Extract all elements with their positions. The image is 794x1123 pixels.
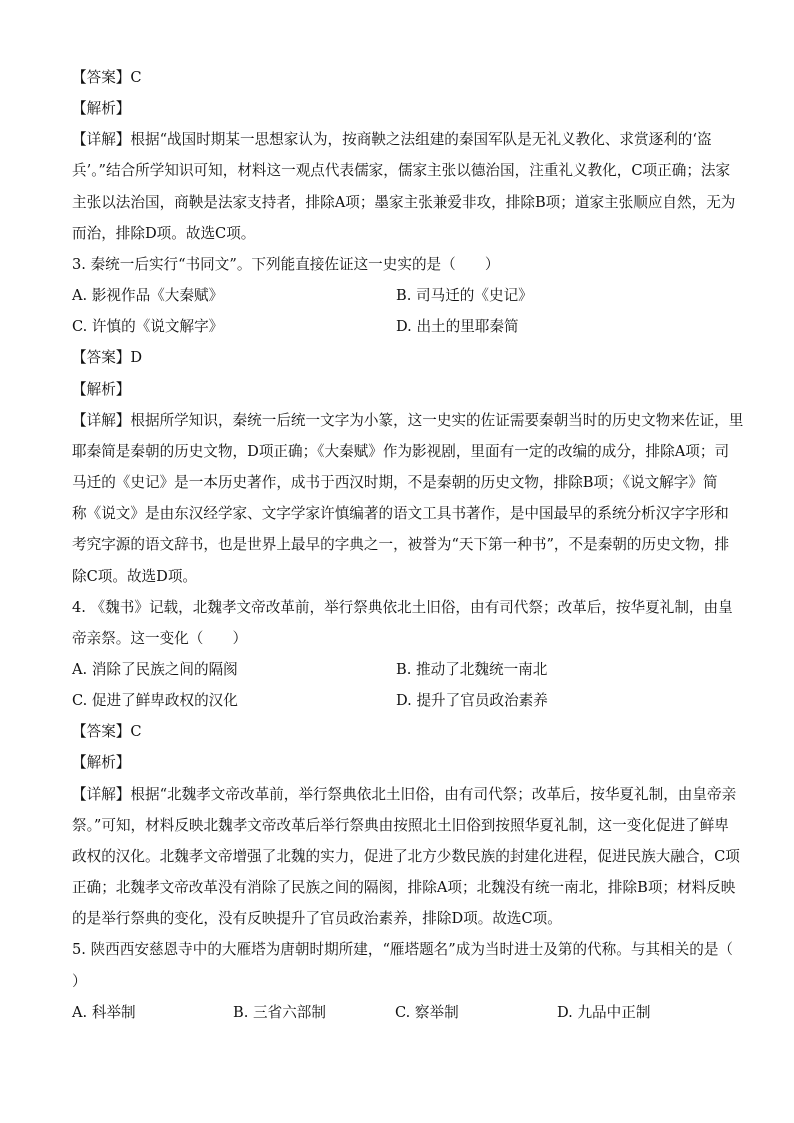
option-a: A. 消除了民族之间的隔阂: [72, 660, 238, 678]
detail-text: 【详解】根据“北魏孝文帝改革前，举行祭典依北土旧俗，由有司代祭；改革后，按华夏礼制，由皇帝亲: [72, 785, 737, 803]
answer-label: 【答案】C: [72, 723, 142, 741]
options-row: [72, 280, 722, 311]
detail-text: 祭。”可知，材料反映北魏孝文帝改革后举行祭典由按照北土旧俗到按照华夏礼制，这一变化促进了鲜卑: [72, 816, 729, 834]
answer-label: 【答案】C: [72, 69, 142, 86]
detail-text: 的是举行祭典的变化，没有反映提升了官员政治素养，排除D项。故选C项。: [72, 910, 562, 928]
detail-text: 正确；北魏孝文帝改革没有消除了民族之间的隔阂，排除A项；北魏没有统一南北，排除B项；材料反映: [72, 879, 736, 897]
analysis-label: 【解析】: [72, 380, 131, 398]
detail-text: 除C项。故选D项。: [72, 567, 198, 585]
question-stem: 5. 陕西西安慈恩寺中的大雁塔为唐朝时期所建，“雁塔题名”成为当时进士及第的代称。与其相关的是（: [72, 941, 734, 959]
option-a: A. 影视作品《大秦赋》: [72, 287, 224, 305]
detail-text: 【详解】根据所学知识，秦统一后统一文字为小篆，这一史实的佐证需要秦朝当时的历史文物来佐证，里: [72, 411, 744, 429]
question-stem: 3. 秦统一后实行“书同文”。下列能直接佐证这一史实的是（ ）: [72, 255, 500, 273]
analysis-label: 【解析】: [72, 100, 131, 118]
detail-text: 主张以法治国，商鞅是法家支持者，排除A项；墨家主张兼爱非攻，排除B项；道家主张顺应自然，无为: [72, 193, 736, 211]
detail-text: 考究字源的语文辞书，也是世界上最早的字典之一，被誉为“天下第一种书”，不是秦朝的历史文物，排: [72, 536, 730, 554]
option-b: B. 三省六部制: [233, 1003, 326, 1021]
question-stem: ）: [72, 972, 87, 990]
answer-label: 【答案】D: [72, 349, 143, 367]
detail-text: 【详解】根据“战国时期某一思想家认为，按商鞅之法组建的秦国军队是无礼义教化、求赏逐利的‘盗: [72, 131, 712, 149]
question-stem: 4. 《魏书》记载，北魏孝文帝改革前，举行祭典依北土旧俗，由有司代祭；改革后，按华夏礼制，由皇: [72, 598, 733, 616]
detail-text: 马迁的《史记》是一本历史著作，成书于西汉时期，不是秦朝的历史文物，排除B项；《说文解字》简: [72, 474, 718, 492]
detail-text: 耶秦简是秦朝的历史文物，D项正确；《大秦赋》作为影视剧，里面有一定的改编的成分，排除A项；司: [72, 442, 730, 460]
options-row: [72, 997, 722, 1028]
options-row: [72, 311, 722, 342]
analysis-label: 【解析】: [72, 754, 131, 772]
detail-text: 政权的汉化。北魏孝文帝增强了北魏的实力，促进了北方少数民族的封建化进程，促进民族大融合，C项: [72, 847, 740, 865]
option-b: B. 司马迁的《史记》: [396, 287, 533, 305]
document-page: [72, 62, 744, 1028]
option-c: C. 许慎的《说文解字》: [72, 318, 224, 336]
options-row: [72, 685, 722, 716]
option-c: C. 察举制: [395, 1003, 459, 1021]
question-stem: 帝亲祭。这一变化（ ）: [72, 629, 248, 647]
detail-text: 兵’。”结合所学知识可知，材料这一观点代表儒家，儒家主张以德治国，注重礼义教化，C项正确；法家: [72, 162, 731, 180]
option-d: D. 九品中正制: [557, 1003, 651, 1021]
option-d: D. 提升了官员政治素养: [396, 692, 548, 710]
option-b: B. 推动了北魏统一南北: [396, 660, 548, 678]
option-d: D. 出土的里耶秦简: [396, 318, 519, 336]
option-c: C. 促进了鲜卑政权的汉化: [72, 692, 238, 710]
option-a: A. 科举制: [72, 1003, 136, 1021]
detail-text: 称《说文》是由东汉经学家、文字学家许慎编著的语文工具书著作，是中国最早的系统分析汉字字形和: [72, 505, 729, 523]
options-row: [72, 654, 722, 685]
detail-text: 而治，排除D项。故选C项。: [72, 224, 256, 242]
